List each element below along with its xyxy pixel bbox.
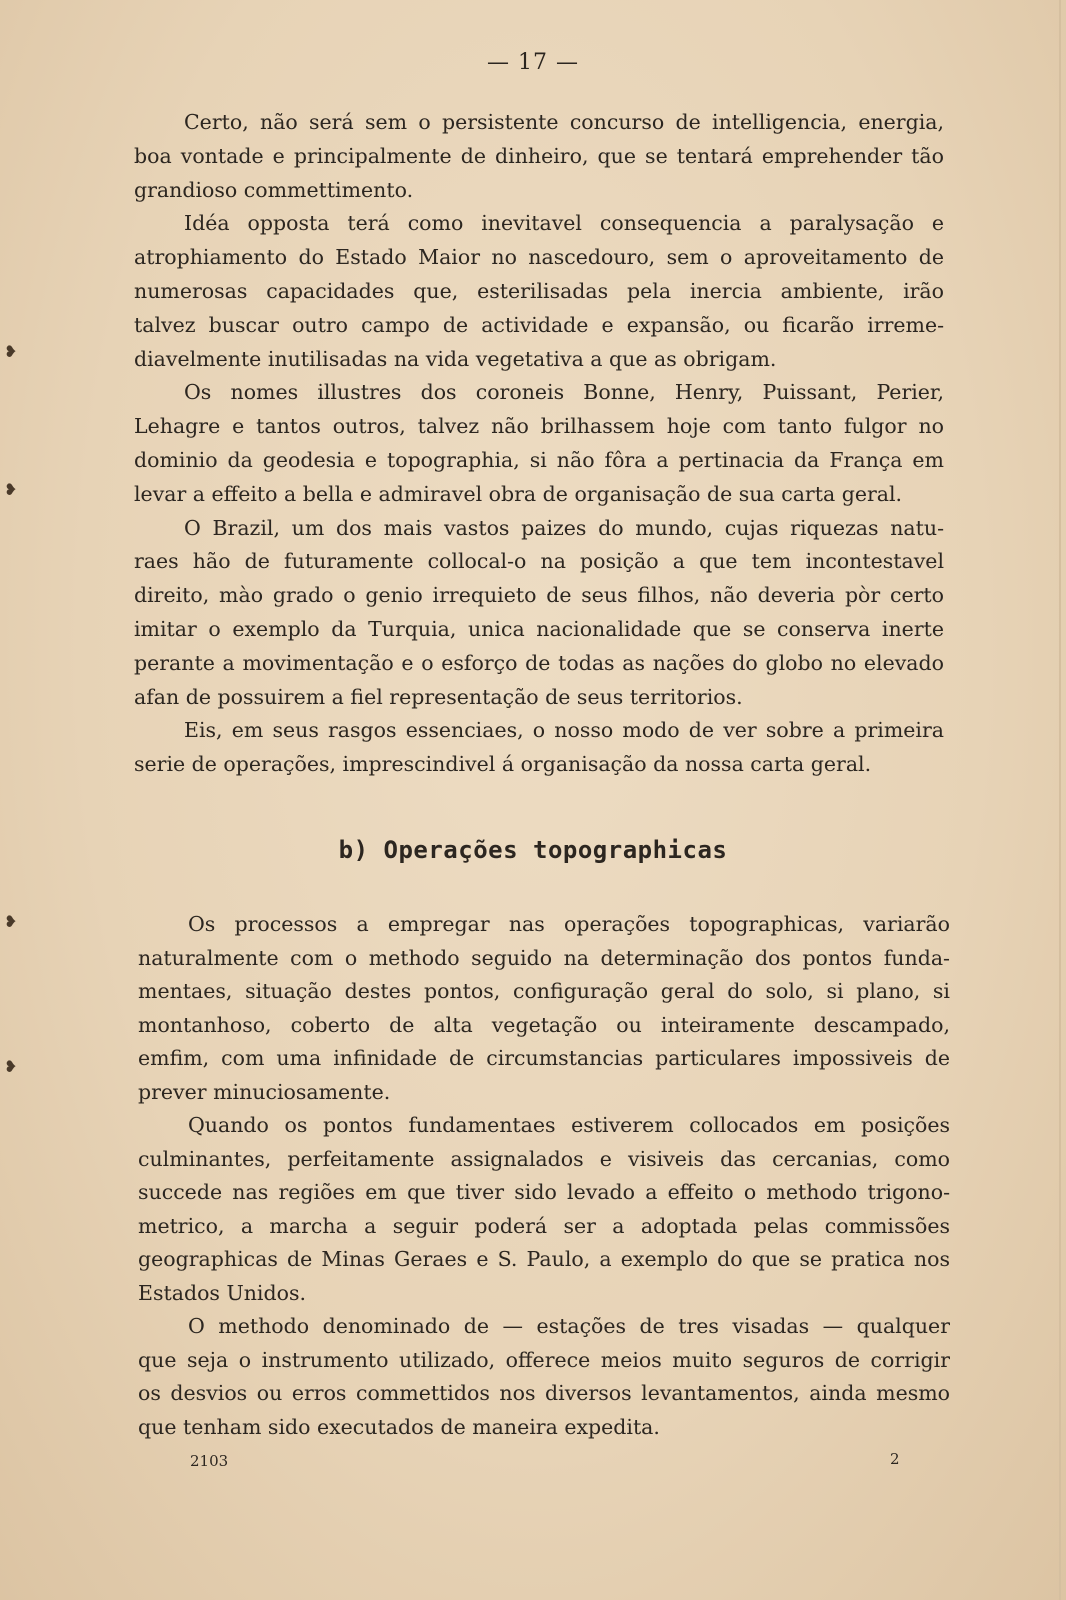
body-section-intro bbox=[134, 106, 944, 782]
text-line: naturalmente com o methodo seguido na determinação dos pontos funda- bbox=[138, 945, 950, 970]
text-line: levar a effeito a bella e admiravel obra de organisação de sua carta geral. bbox=[134, 481, 903, 506]
section-heading: b) Operações topographicas bbox=[338, 836, 728, 864]
page-number: — 17 — bbox=[487, 50, 579, 75]
text-line: grandioso commettimento. bbox=[134, 177, 414, 202]
text-line: serie de operações, imprescindivel á organisação da nossa carta geral. bbox=[134, 752, 872, 777]
text-line: geographicas de Minas Geraes e S. Paulo, a exemplo do que se pratica nos bbox=[138, 1247, 950, 1271]
text-line: dominio da geodesia e topographia, si não fôra a pertinacia da França em bbox=[134, 447, 944, 472]
print-signature-number: 2103 bbox=[190, 1452, 229, 1470]
text-line: Lehagre e tantos outros, talvez não brilhassem hoje com tanto fulgor no bbox=[134, 414, 944, 439]
text-line: mentaes, situação destes pontos, configuração geral do solo, si plano, si bbox=[138, 979, 950, 1003]
text-line: O methodo denominado de — estações de tres visadas — qualquer bbox=[188, 1314, 950, 1338]
text-line: direito, mào grado o genio irrequieto de seus filhos, não deveria pòr certo bbox=[134, 583, 944, 608]
text-line: O Brazil, um dos mais vastos paizes do mundo, cujas riquezas natu- bbox=[184, 515, 944, 540]
text-line: Os nomes illustres dos coroneis Bonne, Henry, Puissant, Perier, bbox=[184, 380, 944, 405]
text-line: perante a movimentação e o esforço de todas as nações do globo no elevado bbox=[134, 650, 944, 675]
text-line: Quando os pontos fundamentaes estiverem collocados em posições bbox=[188, 1113, 950, 1137]
text-line: succede nas regiões em que tiver sido levado a effeito o methodo trigono- bbox=[138, 1180, 950, 1204]
text-line: Certo, não será sem o persistente concurso de intelligencia, energia, bbox=[184, 110, 944, 134]
text-line: talvez buscar outro campo de actividade e expansão, ou ficarão irreme- bbox=[134, 312, 944, 337]
page-edge bbox=[1059, 0, 1061, 1600]
text-line: Estados Unidos. bbox=[138, 1280, 306, 1305]
text-line: prever minuciosamente. bbox=[138, 1079, 391, 1104]
text-line: Eis, em seus rasgos essenciaes, o nosso modo de ver sobre a primeira bbox=[184, 718, 944, 743]
text-line: montanhoso, coberto de alta vegetação ou inteiramente descampado, bbox=[138, 1012, 950, 1037]
binding-hole-mark: ❥ bbox=[4, 342, 18, 361]
text-line: boa vontade e principalmente de dinheiro, que se tentará emprehender tão bbox=[134, 143, 944, 168]
text-line: metrico, a marcha a seguir poderá ser a adoptada pelas commissões bbox=[138, 1213, 950, 1238]
text-line: numerosas capacidades que, esterilisadas pela inercia ambiente, irão bbox=[134, 278, 944, 303]
text-line: raes hão de futuramente collocal-o na posição a que tem incontestavel bbox=[134, 549, 944, 574]
binding-hole-mark: ❥ bbox=[4, 480, 18, 499]
text-line: Idéa opposta terá como inevitavel consequencia a paralysação e bbox=[184, 211, 944, 236]
text-line: emfim, com uma infinidade de circumstancias particulares impossiveis de bbox=[138, 1046, 950, 1070]
text-line: Os processos a empregar nas operações topographicas, variarão bbox=[188, 912, 950, 936]
text-line: imitar o exemplo da Turquia, unica nacionalidade que se conserva inerte bbox=[134, 616, 944, 641]
binding-hole-mark: ❥ bbox=[4, 1057, 18, 1076]
text-line: culminantes, perfeitamente assignalados e visiveis das cercanias, como bbox=[138, 1146, 950, 1171]
text-line: os desvios ou erros commettidos nos diversos levantamentos, ainda mesmo bbox=[138, 1381, 950, 1405]
gathering-signature: 2 bbox=[890, 1450, 900, 1468]
text-line: que seja o instrumento utilizado, offerece meios muito seguros de corrigir bbox=[138, 1347, 950, 1372]
binding-hole-mark: ❥ bbox=[4, 912, 18, 931]
body-section-topographic bbox=[138, 908, 950, 1444]
text-line: diavelmente inutilisadas na vida vegetativa a que as obrigam. bbox=[134, 346, 777, 371]
text-line: afan de possuirem a fiel representação de seus territorios. bbox=[134, 684, 743, 709]
text-line: que tenham sido executados de maneira expedita. bbox=[138, 1414, 660, 1439]
text-line: atrophiamento do Estado Maior no nascedouro, sem o aproveitamento de bbox=[134, 245, 944, 270]
